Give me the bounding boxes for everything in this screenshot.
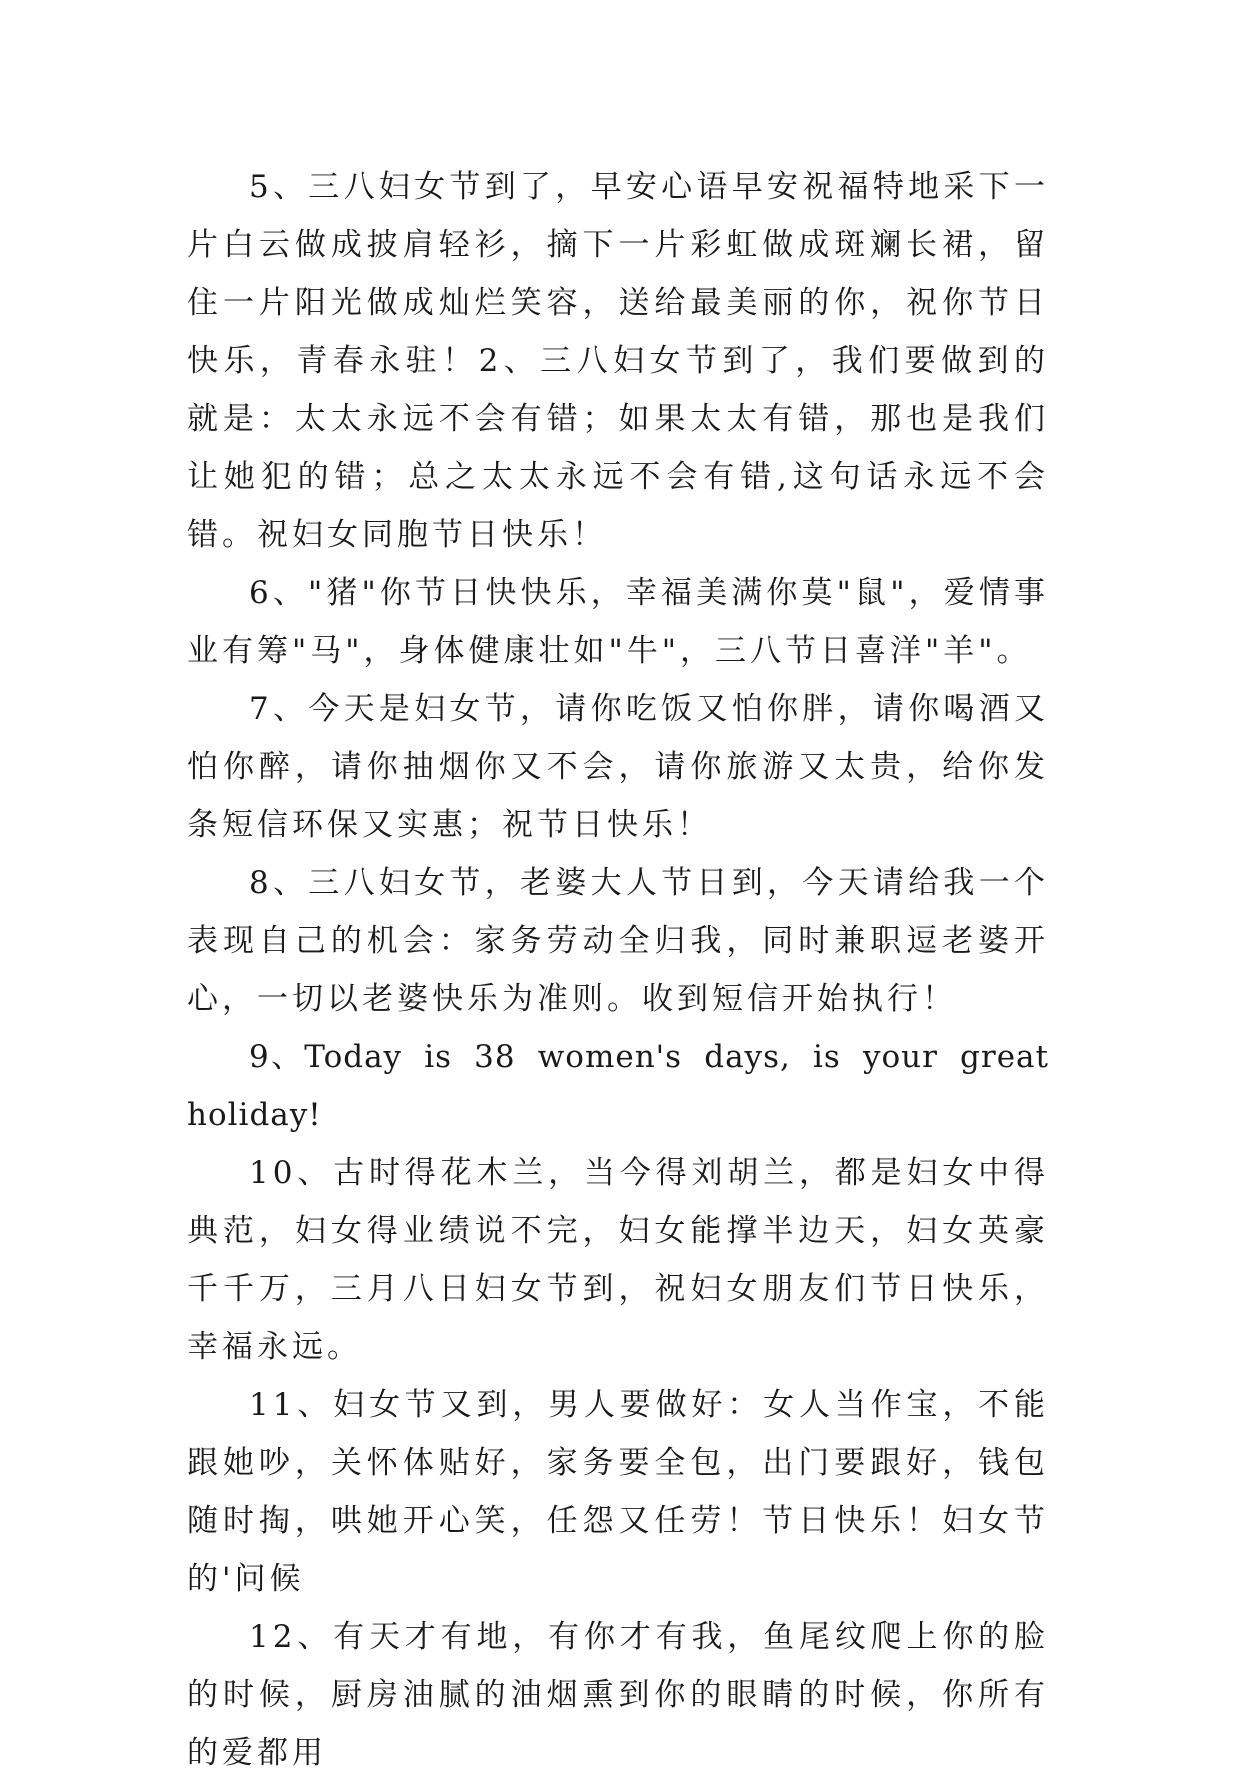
paragraph-10: 10、古时得花木兰，当今得刘胡兰，都是妇女中得典范，妇女得业绩说不完，妇女能撑半边天，妇女英豪千千万，三月八日妇女节到，祝妇女朋友们节日快乐，幸福永远。	[187, 1155, 1049, 1365]
paragraph-5: 5、三八妇女节到了，早安心语早安祝福特地采下一片白云做成披肩轻衫，摘下一片彩虹做成斑斓长裙，留住一片阳光做成灿烂笑容，送给最美丽的你，祝你节日快乐，青春永驻！2、三八妇女节到了，我们要做到的就是：太太永远不会有错；如果太太有错，那也是我们让她犯的错；总之太太永远不会有错,这句话永远不会错。祝妇女同胞节日快乐！	[187, 169, 1049, 553]
paragraph-7: 7、今天是妇女节，请你吃饭又怕你胖，请你喝酒又怕你醉，请你抽烟你又不会，请你旅游又太贵，给你发条短信环保又实惠；祝节日快乐！	[187, 691, 1049, 843]
paragraph-8: 8、三八妇女节，老婆大人节日到，今天请给我一个表现自己的机会：家务劳动全归我，同时兼职逗老婆开心，一切以老婆快乐为准则。收到短信开始执行！	[187, 865, 1049, 1017]
paragraph-9: 9、Today is 38 women's days, is your great holiday!	[187, 1039, 1049, 1133]
paragraph-11: 11、妇女节又到，男人要做好：女人当作宝，不能跟她吵，关怀体贴好，家务要全包，出门要跟好，钱包随时掏，哄她开心笑，任怨又任劳！节日快乐！妇女节的'问候	[187, 1387, 1049, 1597]
paragraph-12: 12、有天才有地，有你才有我，鱼尾纹爬上你的脸的时候，厨房油腻的油烟熏到你的眼睛的时候，你所有的爱都用	[187, 1619, 1049, 1771]
document-body	[187, 158, 1049, 1782]
paragraph-6: 6、"猪"你节日快快乐，幸福美满你莫"鼠"，爱情事业有筹"马"，身体健康壮如"牛"，三八节日喜洋"羊"。	[187, 575, 1049, 669]
